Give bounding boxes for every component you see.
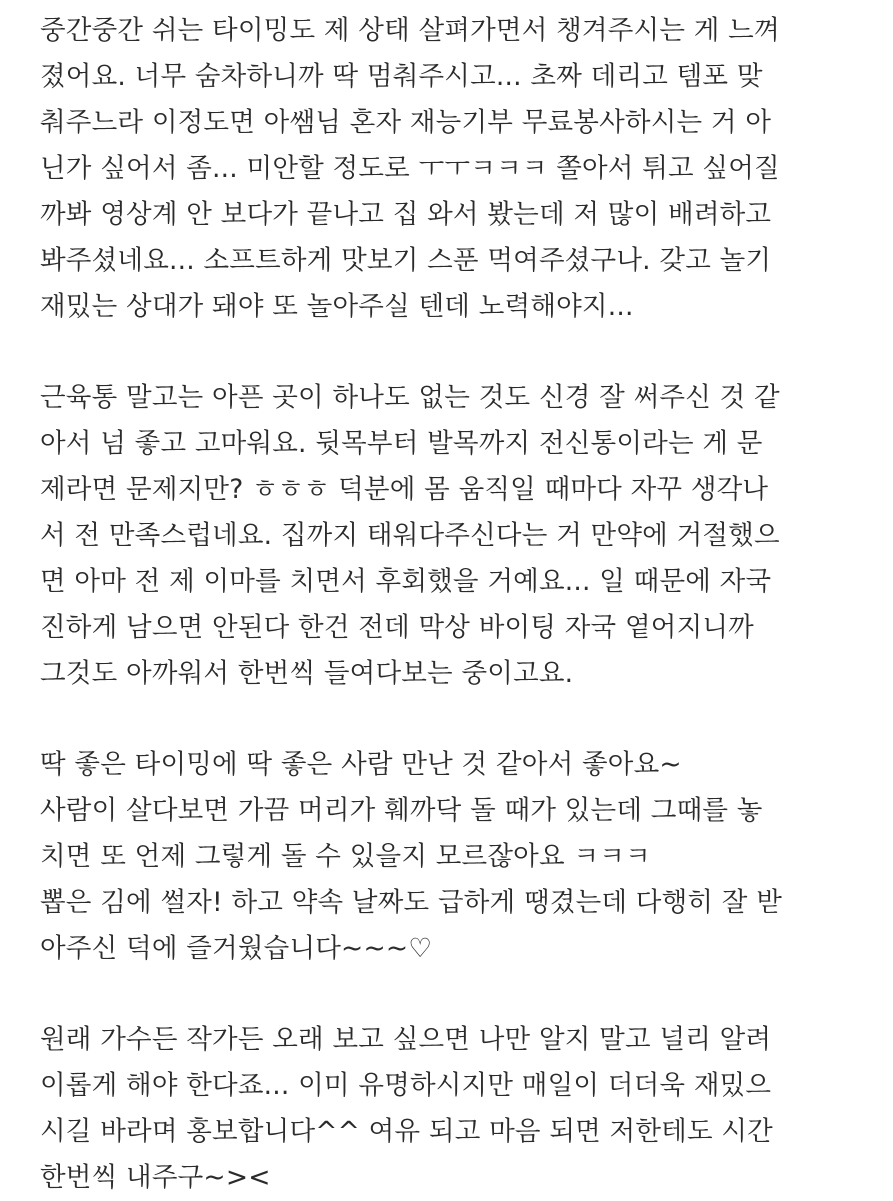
text-line: 뽑은 김에 썰자! 하고 약속 날짜도 급하게 땡겼는데 다행히 잘 받 bbox=[40, 887, 783, 918]
text-line: 아서 넘 좋고 고마워요. 뒷목부터 발목까지 전신통이라는 게 문 bbox=[40, 428, 763, 459]
text-line: 원래 가수든 작가든 오래 보고 싶으면 나만 알지 말고 널리 알려 bbox=[40, 1024, 772, 1055]
text-line: 아주신 덕에 즐거웠습니다~~~♡ bbox=[40, 933, 433, 964]
paragraph-gap bbox=[40, 330, 885, 375]
text-line: 닌가 싶어서 좀... 미안할 정도로 ㅜㅜㅋㅋㅋ 쫄아서 튀고 싶어질 bbox=[40, 153, 780, 184]
text-line: 봐주셨네요... 소프트하게 맛보기 스푼 먹여주셨구나. 갖고 놀기 bbox=[40, 245, 772, 276]
letter-body bbox=[40, 8, 885, 1201]
text-line: 면 아마 전 제 이마를 치면서 후회했을 거예요... 일 때문에 자국 bbox=[40, 566, 772, 597]
paragraph-1 bbox=[40, 8, 885, 330]
paragraph-3 bbox=[40, 742, 885, 972]
text-line: 제라면 문제지만? ㅎㅎㅎ 덕분에 몸 움직일 때마다 자꾸 생각나 bbox=[40, 474, 769, 505]
paragraph-gap bbox=[40, 972, 885, 1017]
text-line: 사람이 살다보면 가끔 머리가 훼까닥 돌 때가 있는데 그때를 놓 bbox=[40, 795, 763, 826]
paragraph-gap bbox=[40, 697, 885, 742]
text-line: 중간중간 쉬는 타이밍도 제 상태 살펴가면서 챙겨주시는 게 느껴 bbox=[40, 15, 780, 46]
text-line: 졌어요. 너무 숨차하니까 딱 멈춰주시고... 초짜 데리고 템포 맞 bbox=[40, 61, 763, 92]
text-line: 진하게 남으면 안된다 한건 전데 막상 바이팅 자국 옅어지니까 bbox=[40, 612, 754, 643]
text-line: 근육통 말고는 아픈 곳이 하나도 없는 것도 신경 잘 써주신 것 같 bbox=[40, 382, 780, 413]
text-line: 춰주느라 이정도면 아쌤님 혼자 재능기부 무료봉사하시는 거 아 bbox=[40, 107, 772, 138]
text-line: 이롭게 해야 한다죠... 이미 유명하시지만 매일이 더더욱 재밌으 bbox=[40, 1070, 772, 1101]
text-line: 그것도 아까워서 한번씩 들여다보는 중이고요. bbox=[40, 658, 574, 689]
text-line: 까봐 영상계 안 보다가 끝나고 집 와서 봤는데 저 많이 배려하고 bbox=[40, 199, 772, 230]
paragraph-2 bbox=[40, 375, 885, 697]
text-line: 재밌는 상대가 돼야 또 놀아주실 텐데 노력해야지... bbox=[40, 291, 634, 322]
text-line: 시길 바라며 홍보합니다^^ 여유 되고 마음 되면 저한테도 시간 bbox=[40, 1116, 773, 1147]
text-line: 한번씩 내주구~>< bbox=[40, 1162, 271, 1193]
paragraph-4 bbox=[40, 1017, 885, 1201]
text-line: 딱 좋은 타이밍에 딱 좋은 사람 만난 것 같아서 좋아요~ bbox=[40, 749, 682, 780]
text-line: 서 전 만족스럽네요. 집까지 태워다주신다는 거 만약에 거절했으 bbox=[40, 520, 780, 551]
text-line: 치면 또 언제 그렇게 돌 수 있을지 모르잖아요 ㅋㅋㅋ bbox=[40, 841, 651, 872]
